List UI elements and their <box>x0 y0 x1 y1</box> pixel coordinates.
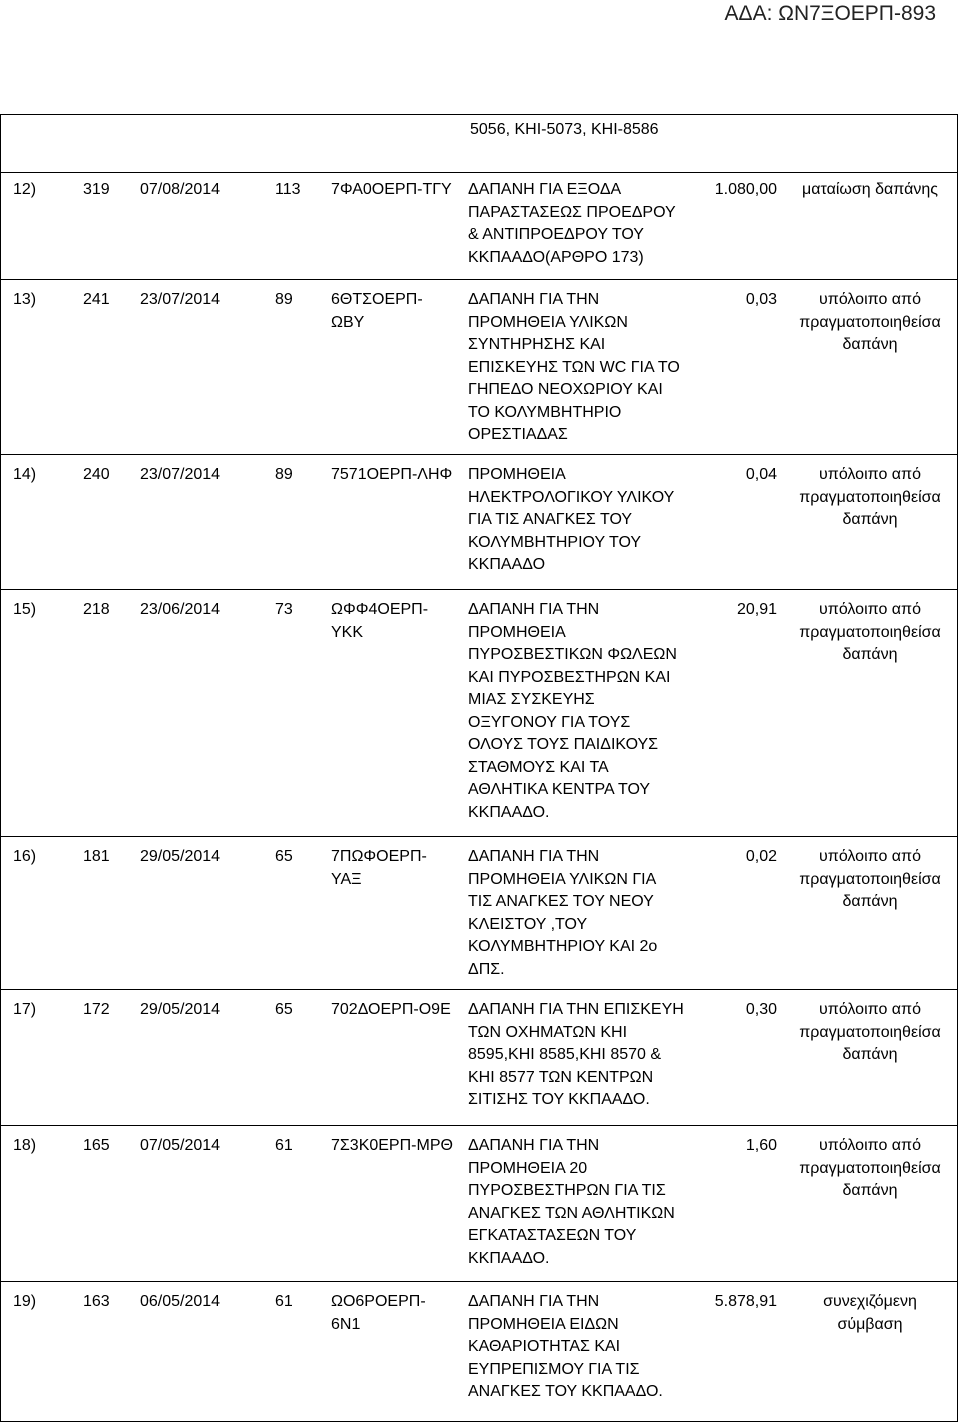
session-number: 73 <box>275 601 293 618</box>
date: 23/06/2014 <box>140 601 221 618</box>
amount: 0,03 <box>745 291 777 308</box>
note: υπόλοιπο από πραγματοποιηθείσα δαπάνη <box>799 848 941 910</box>
session-number: 61 <box>275 1137 293 1154</box>
ada-code: ΩΦΦ4ΟΕΡΠ- ΥΚΚ <box>331 601 429 641</box>
protocol-number: 181 <box>83 848 110 865</box>
session-number: 61 <box>275 1293 293 1310</box>
table-row <box>1 1125 957 1281</box>
table-row <box>1 279 957 454</box>
ada-code: 7ΦΑ0ΟΕΡΠ-ΤΓΥ <box>331 181 452 198</box>
row-number: 18) <box>13 1137 37 1154</box>
row-number: 19) <box>13 1293 37 1310</box>
entries-row <box>1 173 958 1422</box>
row-number: 12) <box>13 181 37 198</box>
table-row <box>1 589 957 836</box>
entries-cell <box>1 173 958 1422</box>
ada-code: 702ΔΟΕΡΠ-Ο9Ε <box>331 1001 451 1018</box>
date: 29/05/2014 <box>140 848 221 865</box>
protocol-number: 240 <box>83 466 110 483</box>
note: υπόλοιπο από πραγματοποιηθείσα δαπάνη <box>799 1137 941 1199</box>
note: υπόλοιπο από πραγματοποιηθείσα δαπάνη <box>799 601 941 663</box>
row-number: 14) <box>13 466 37 483</box>
session-number: 65 <box>275 1001 293 1018</box>
description: ΔΑΠΑΝΗ ΓΙΑ ΤΗΝ ΠΡΟΜΗΘΕΙΑ ΕΙΔΩΝ ΚΑΘΑΡΙΟΤΗΤΑΣ ΚΑΙ ΕΥΠΡΕΠΙΣΜΟΥ ΓΙΑ ΤΙΣ ΑΝΑΓΚΕΣ ΤΟΥ ΚΚΠΑΑΔΟ. <box>468 1293 663 1400</box>
table-row <box>1 836 957 989</box>
session-number: 89 <box>275 291 293 308</box>
protocol-number: 218 <box>83 601 110 618</box>
description: ΔΑΠΑΝΗ ΓΙΑ ΤΗΝ ΠΡΟΜΗΘΕΙΑ 20 ΠΥΡΟΣΒΕΣΤΗΡΩΝ ΓΙΑ ΤΙΣ ΑΝΑΓΚΕΣ ΤΩΝ ΑΘΛΗΤΙΚΩΝ ΕΓΚΑΤΑΣΤΑΣΕΩΝ ΤΟΥ ΚΚΠΑΑΔΟ. <box>468 1137 675 1267</box>
date: 23/07/2014 <box>140 291 221 308</box>
row-number: 13) <box>13 291 37 308</box>
table-row <box>1 454 957 589</box>
amount: 5.878,91 <box>714 1293 777 1310</box>
date: 07/05/2014 <box>140 1137 221 1154</box>
date: 07/08/2014 <box>140 181 221 198</box>
ada-header: ΑΔΑ: ΩΝ7ΞΟΕΡΠ-893 <box>724 2 936 25</box>
ada-code: ΩΟ6ΡΟΕΡΠ- 6Ν1 <box>331 1293 426 1333</box>
continuation-text: 5056, ΚΗΙ-5073, ΚΗΙ-8586 <box>1 115 958 173</box>
amount: 1.080,00 <box>714 181 777 198</box>
amount: 0,04 <box>745 466 777 483</box>
note: υπόλοιπο από πραγματοποιηθείσα δαπάνη <box>799 1001 941 1063</box>
description: ΠΡΟΜΗΘΕΙΑ ΗΛΕΚΤΡΟΛΟΓΙΚΟΥ ΥΛΙΚΟΥ ΓΙΑ ΤΙΣ ΑΝΑΓΚΕΣ ΤΟΥ ΚΟΛΥΜΒΗΤΗΡΙΟΥ ΤΟΥ ΚΚΠΑΑΔΟ <box>468 466 675 573</box>
ada-code: 7ΠΩΦΟΕΡΠ- ΥΑΞ <box>331 848 427 888</box>
ada-code: 6ΘΤΣΟΕΡΠ- ΩΒΥ <box>331 291 423 331</box>
note: συνεχιζόμενη σύμβαση <box>823 1293 917 1333</box>
protocol-number: 163 <box>83 1293 110 1310</box>
amount: 0,02 <box>745 848 777 865</box>
date: 23/07/2014 <box>140 466 221 483</box>
row-number: 16) <box>13 848 37 865</box>
note: ματαίωση δαπάνης <box>802 181 938 198</box>
row-number: 17) <box>13 1001 37 1018</box>
amount: 20,91 <box>736 601 777 618</box>
session-number: 89 <box>275 466 293 483</box>
row-number: 15) <box>13 601 37 618</box>
note: υπόλοιπο από πραγματοποιηθείσα δαπάνη <box>799 466 941 528</box>
protocol-number: 165 <box>83 1137 110 1154</box>
session-number: 113 <box>275 181 301 198</box>
protocol-number: 319 <box>83 181 110 198</box>
date: 29/05/2014 <box>140 1001 221 1018</box>
table-row <box>1 989 957 1125</box>
ada-code: 7Σ3Κ0ΕΡΠ-ΜΡΘ <box>331 1137 453 1154</box>
note: υπόλοιπο από πραγματοποιηθείσα δαπάνη <box>799 291 941 353</box>
date: 06/05/2014 <box>140 1293 221 1310</box>
amount: 0,30 <box>745 1001 777 1018</box>
description: ΔΑΠΑΝΗ ΓΙΑ ΤΗΝ ΕΠΙΣΚΕΥΗ ΤΩΝ ΟΧΗΜΑΤΩΝ ΚΗΙ 8595,ΚΗΙ 8585,ΚΗΙ 8570 & ΚΗΙ 8577 ΤΩΝ ΚΕΝΤΡΩΝ ΣΙΤΙΣΗΣ ΤΟΥ ΚΚΠΑΑΔΟ. <box>468 1001 684 1108</box>
description: ΔΑΠΑΝΗ ΓΙΑ ΤΗΝ ΠΡΟΜΗΘΕΙΑ ΥΛΙΚΩΝ ΓΙΑ ΤΙΣ ΑΝΑΓΚΕΣ ΤΟΥ ΝΕΟΥ ΚΛΕΙΣΤΟΥ ,ΤΟΥ ΚΟΛΥΜΒΗΤΗΡΙΟΥ ΚΑΙ 2ο ΔΠΣ. <box>468 848 658 978</box>
table-row <box>1 173 957 279</box>
expense-table <box>0 114 958 1422</box>
description: ΔΑΠΑΝΗ ΓΙΑ ΕΞΟΔΑ ΠΑΡΑΣΤΑΣΕΩΣ ΠΡΟΕΔΡΟΥ & ΑΝΤΙΠΡΟΕΔΡΟΥ ΤΟΥ ΚΚΠΑΑΔΟ(ΑΡΘΡΟ 173) <box>468 181 676 266</box>
description: ΔΑΠΑΝΗ ΓΙΑ ΤΗΝ ΠΡΟΜΗΘΕΙΑ ΠΥΡΟΣΒΕΣΤΙΚΩΝ ΦΩΛΕΩΝ ΚΑΙ ΠΥΡΟΣΒΕΣΤΗΡΩΝ ΚΑΙ ΜΙΑΣ ΣΥΣΚΕΥΗΣ ΟΞΥΓΟΝΟΥ ΓΙΑ ΤΟΥΣ ΟΛΟΥΣ ΤΟΥΣ ΠΑΙΔΙΚΟΥΣ ΣΤΑΘΜΟΥΣ ΚΑΙ ΤΑ ΑΘΛΗΤΙΚΑ ΚΕΝΤΡΑ ΤΟΥ ΚΚΠΑΑΔΟ. <box>468 601 677 821</box>
session-number: 65 <box>275 848 293 865</box>
protocol-number: 241 <box>83 291 110 308</box>
continuation-row <box>1 115 958 173</box>
description: ΔΑΠΑΝΗ ΓΙΑ ΤΗΝ ΠΡΟΜΗΘΕΙΑ ΥΛΙΚΩΝ ΣΥΝΤΗΡΗΣΗΣ ΚΑΙ ΕΠΙΣΚΕΥΗΣ ΤΩΝ WC ΓΙΑ ΤΟ ΓΗΠΕΔΟ ΝΕΟΧΩΡΙΟΥ ΚΑΙ ΤΟ ΚΟΛΥΜΒΗΤΗΡΙΟ ΟΡΕΣΤΙΑΔΑΣ <box>468 291 680 443</box>
table-row <box>1 1281 957 1421</box>
amount: 1,60 <box>745 1137 777 1154</box>
ada-code: 7571ΟΕΡΠ-ΛΗΦ <box>331 466 453 483</box>
protocol-number: 172 <box>83 1001 110 1018</box>
